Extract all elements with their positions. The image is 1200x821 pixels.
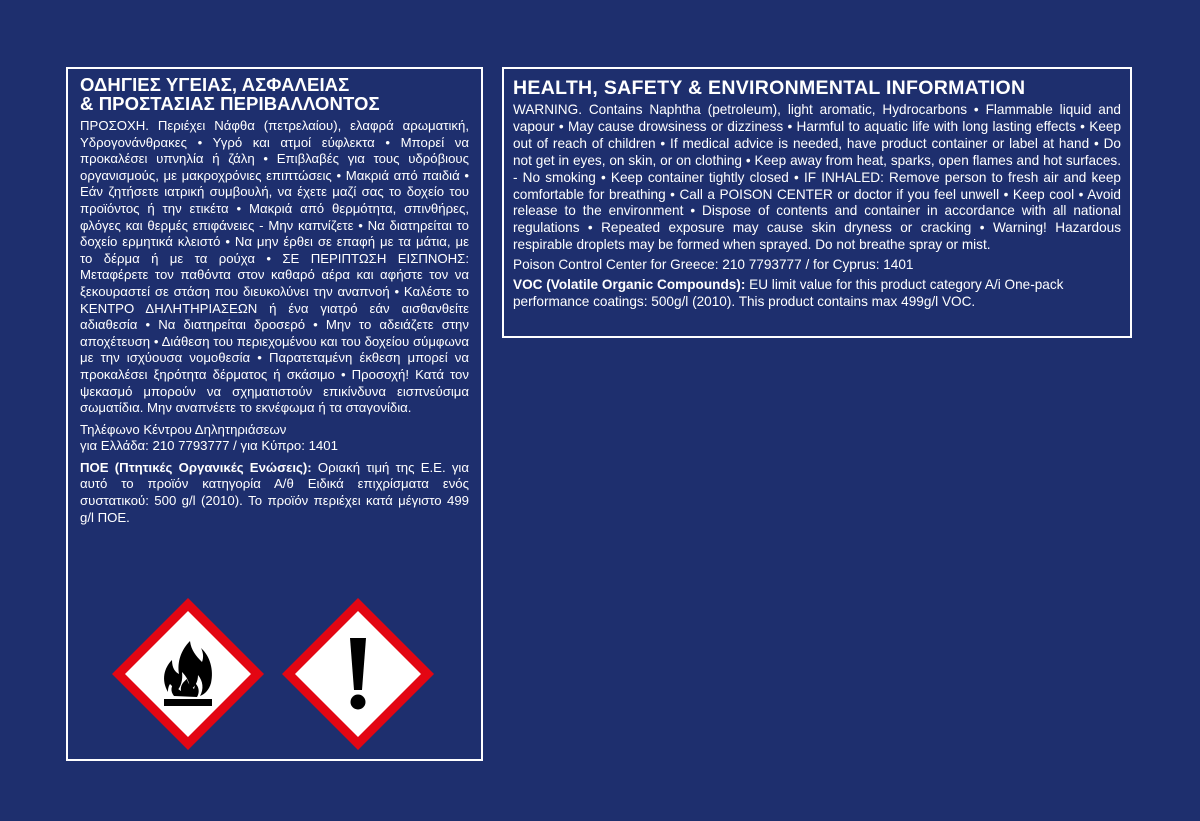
english-voc-label: VOC (Volatile Organic Compounds): <box>513 277 746 293</box>
greek-heading-line2: & ΠΡΟΣΤΑΣΙΑΣ ΠΕΡΙΒΑΛΛΟΝΤΟΣ <box>80 93 380 114</box>
english-poison-center: Poison Control Center for Greece: 210 7793777 / for Cyprus: 1401 <box>513 257 914 273</box>
greek-body-text: ΠΡΟΣΟΧΗ. Περιέχει Νάφθα (πετρελαίου), ελαφρά αρωματική, Υδρογονάνθρακες • Υγρό και ατμοί εύφλεκτα • Μπορεί να προκαλέσει υπνηλία ή ζάλη • Επιβλαβές για τους υδρόβιους οργανισμούς, με μακροχρόνιες επιπτώσεις • Μακριά από παιδιά • Εάν ζητήσετε ιατρική συμβουλή, να έχετε μαζί σας το δοχείο του προϊόντος ή την ετικέτα • Μακριά από θερμότητα, σπινθήρες, φλόγες και θερμές επιφάνειες - Μην καπνίζετε • Να διατηρείται το δοχείο ερμητικά κλειστό • Να μην έρθει σε επαφή με τα μάτια, με το δέρμα ή με τα ρούχα • ΣΕ ΠΕΡΙΠΤΩΣΗ ΕΙΣΠΝΟΗΣ: Μεταφέρετε τον παθόντα στον καθαρό αέρα και αφήστε τον να ξεκουραστεί σε στάση που διευκολύνει την αναπνοή • Καλέστε το ΚΕΝΤΡΟ ΔΗΛΗΤΗΡΙΑΣΕΩΝ ή ένα γιατρό εάν αισθανθείτε αδιαθεσία • Να διατηρείται δροσερό • Μην το αδειάζετε στην αποχέτευση • Διάθεση του περιεχομένου και του δοχείου σύμφωνα με την ισχύουσα νομοθεσία • Παρατεταμένη έκθεση μπορεί να προκαλέσει ξηρότητα δέρματος ή σκάσιμο • Προσοχή! Κατά τον ψεκασμό μπορούν να σχηματιστούν επικίνδυνα εισπνεύσιμα σωματίδια. Μην αναπνέετε το εκνέφωμα ή τα σταγονίδια. <box>80 118 469 416</box>
greek-heading-line1: ΟΔΗΓΙΕΣ ΥΓΕΙΑΣ, ΑΣΦΑΛΕΙΑΣ <box>80 74 350 95</box>
flame-icon <box>108 594 268 754</box>
greek-poison-line1: Τηλέφωνο Κέντρου Δηλητηριάσεων <box>80 421 287 437</box>
english-heading: HEALTH, SAFETY & ENVIRONMENTAL INFORMATION <box>513 77 1026 99</box>
english-body-text: WARNING. Contains Naphtha (petroleum), light aromatic, Hydrocarbons • Flammable liquid and vapour • May cause drowsiness or dizziness • Harmful to aquatic life with long lasting effects • Keep out of reach of children • If medical advice is needed, have product container or label at hand • Do not get in eyes, on skin, or on clothing • Keep away from heat, sparks, open flames and hot surfaces. - No smoking • Keep container tightly closed • IF INHALED: Remove person to fresh air and keep comfortable for breathing • Call a POISON CENTER or doctor if you feel unwell • Keep cool • Avoid release to the environment • Dispose of contents and container in accordance with all national regulations • Repeated exposure may cause skin dryness or cracking • Warning! Hazardous respirable droplets may be formed when sprayed. Do not breathe spray or mist. <box>513 102 1121 253</box>
ghs-pictograms <box>108 594 438 754</box>
english-voc-text <box>513 277 1121 311</box>
greek-voc-value: Οριακή τιμή της Ε.Ε. για αυτό το προϊόν κατηγορία Α/θ Ειδικά επιχρίσματα ενός συστατικού: 500 g/l (2010). Το προϊόν περιέχει κατά μέγιστο 499 g/l ΠΟΕ. <box>80 459 469 525</box>
english-safety-panel <box>502 67 1132 338</box>
greek-poison-line2: για Ελλάδα: 210 7793777 / για Κύπρο: 1401 <box>80 438 338 454</box>
greek-voc-text <box>80 460 469 526</box>
greek-poison-center <box>80 422 469 455</box>
exclamation-icon <box>278 594 438 754</box>
greek-voc-label: ΠΟΕ (Πτητικές Οργανικές Ενώσεις): <box>80 459 312 475</box>
english-voc-value: EU limit value for this product category A/i One-pack performance coatings: 500g/l (2010). This product contains max 499g/l VOC. <box>513 277 1064 309</box>
greek-heading <box>80 75 469 113</box>
greek-safety-panel <box>66 67 483 761</box>
